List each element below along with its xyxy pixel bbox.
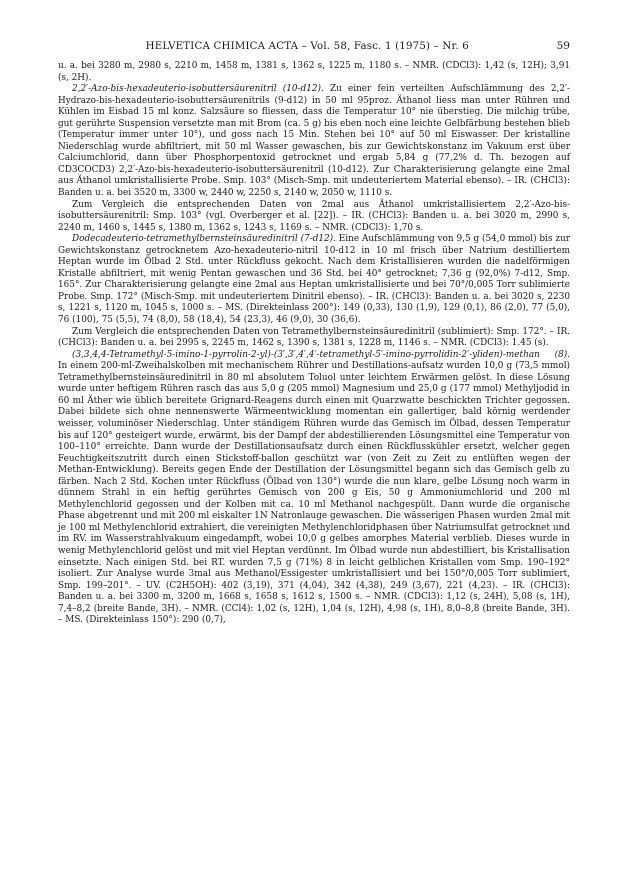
journal-title: HELVETICA CHIMICA ACTA – Vol. 58, Fasc. 1 (1975) – Nr. 6: [145, 41, 469, 52]
paragraph-text: Zum Vergleich die entsprechenden Daten von 2mal aus Äthanol umkristallisiertem 2,2′-Azo-bis-isobuttersäurenitril: Smp. 103° (vgl. Overberger et al. [22]). – IR. (CHCl3): Banden u. a. bei 3020 m, 2990 s, 2240 m, 1460 s, 1445 s, 1380 m, 1362 s, 1243 s, 1169 s. – NMR. (CDCl3): 1,70 s.: [58, 199, 570, 233]
section-heading: (3,3,4,4-Tetramethyl-5-imino-1-pyrrolin-2-yl)-(3′,3′,4′,4′-tetramethyl-5′-imino-pyrrolidin-2′-yliden)-methan (8).: [72, 349, 570, 360]
paragraph: [58, 234, 570, 326]
page-number: 59: [556, 40, 570, 52]
article-body: [58, 61, 570, 627]
paragraph: [58, 327, 570, 350]
paragraph: [58, 200, 570, 235]
paragraph: [58, 84, 570, 199]
paragraph: [58, 61, 570, 84]
journal-page: [58, 40, 570, 627]
paragraph-text: In einem 200-ml-Zweihalskolben mit mechanischem Rührer und Destillations-aufsatz wurden 10,0 g (73,5 mmol) Tetramethylbernsteinsäuredinitril in 80 ml absolutem Toluol unter leichtem Erwärmen gelöst. In diese Lösung wurde unter heftigem Rühren rasch das aus 5,0 g (205 mmol) Magnesium und 25,0 g (177 mmol) Methyljodid in 60 ml Äther wie üblich bereitete Grignard-Reagens durch einen mit Quarzwatte beschickten Trichter gegossen. Dabei bildete sich ohne nennenswerte Wärmeentwicklung momentan ein gallertiger, bald körnig werdender weisser, voluminöser Niederschlag. Unter ständigem Rühren wurde das Gemisch im Ölbad, dessen Temperatur bis auf 120° gesteigert wurde, erwärmt, bis der Dampf der abdestillierenden Lösungsmittel eine Temperatur von 100–110° erreichte. Dann wurde der Destillationsaufsatz durch einen Rückflusskühler ersetzt, welcher gegen Feuchtigkeitszutritt durch einen Stickstoff-ballon geschützt war (von Zeit zu Zeit zu entlüften wegen der Methan-Entwicklung). Bereits gegen Ende der Destillation der Lösungsmittel begann sich das Gemisch gelb zu färben. Nach 2 Std. Kochen unter Rückfluss (Ölbad von 130°) wurde die nun klare, gelbe Lösung noch warm in dünnem Strahl in ein heftig gerührtes Gemisch von 200 g Eis, 50 g Ammoniumchlorid und 200 ml Methylenchlorid gegossen und der Kolben mit ca. 10 ml Methanol nachgespült. Dann wurde die organische Phase abgetrennt und mit 200 ml eiskalter 1N Natronlauge gewaschen. Die wässerigen Phasen wurden 2mal mit je 100 ml Methylenchlorid extrahiert, die vereinigten Methylenchloridphasen über Natriumsulfat getrocknet und im RV. im Wasserstrahlvakuum eingedampft, wobei 10,0 g gelbes amorphes Material verblieb. Dieses wurde in wenig Methylenchlorid gelöst und mit viel Heptan verdünnt. Im Ölbad wurde nun abdestilliert, bis Kristallisation einsetzte. Nach einigen Std. bei RT. wurden 7,5 g (71%) 8 in leicht gelblichen Kristallen vom Smp. 190–192° isoliert. Zur Analyse wurde 3mal aus Methanol/Essigester umkristallisiert und bei 150°/0,005 Torr sublimiert, Smp. 199–201°. – UV. (C2H5OH): 402 (3,19), 371 (4,04), 342 (4,38), 249 (3,67), 221 (4,23). – IR. (CHCl3): Banden u. a. bei 3300 m, 3200 m, 1668 s, 1658 s, 1612 s, 1500 s. – NMR. (CDCl3): 1,12 (s, 24H), 5,08 (s, 1H), 7,4–8,2 (breite Bande, 3H). – NMR. (CCl4): 1,02 (s, 12H), 1,04 (s, 12H), 4,98 (s, 1H), 8,0–8,8 (breite Bande, 3H). – MS. (Direkteinlass 150°): 290 (0,7),: [58, 361, 570, 626]
paragraph-text: Zum Vergleich die entsprechenden Daten von Tetramethylbernsteinsäuredinitril (sublimiert): Smp. 172°. – IR. (CHCl3): Banden u. a. bei 2995 s, 2245 m, 1462 s, 1390 s, 1381 s, 1228 m, 1146 s. – NMR. (CDCl3): 1.45 (s).: [58, 326, 570, 349]
paragraph-text: Zu einer fein verteilten Aufschlämmung des 2,2′-Hydrazo-bis-hexadeuterio-isobuttersäurenitrils (9-d12) in 50 ml 95proz. Äthanol liess man unter Rühren und Kühlen im Eisbad 15 ml konz. Salzsäure so fliessen, dass die Temperatur 10° nie überstieg. Die milchig trübe, gut gerührte Suspension versetzte man mit Brom (ca. 5 g) bis eben noch eine leichte Gelbfärbung bestehen blieb (Temperatur immer unter 10°), und goss nach 15 Min. Stehen bei 10° auf 50 ml Eiswasser. Der kristalline Niederschlag wurde abfiltriert, mit 50 ml Wasser gewaschen, bis zur Gewichtskonstanz im Vakuum erst über Calciumchlorid, dann über Phosphorpentoxid getrocknet und ergab 5,84 g (77,2% d. Th. bezogen auf CD3COCD3) 2,2′-Azo-bis-hexadeuterio-isobuttersäurenitril (10-d12). Zur Charakterisierung gelangte eine 2mal aus Äthanol umkristallisierte Probe. Smp. 103° (Misch-Smp. mit undeuteriertem Material ebenso). – IR. (CHCl3): Banden u. a. bei 3520 m, 3300 w, 2440 w, 2250 s, 2140 w, 2050 w, 1110 s.: [58, 84, 570, 199]
section-heading: 2,2′-Azo-bis-hexadeuterio-isobuttersäurenitril (10-d12).: [72, 84, 324, 95]
paragraph: [58, 350, 570, 627]
paragraph-text: Eine Aufschlämmung von 9,5 g (54,0 mmol) bis zur Gewichtskonstanz getrocknetem Azo-hexadeuterio-nitril 10-d12 in 10 ml frisch über Natrium destilliertem Heptan wurde im Ölbad 2 Std. unter Rückfluss gekocht. Nach dem Kristallisieren wurden die nadelförmigen Kristalle abfiltriert, mit wenig Pentan gewaschen und 36 Std. bei 40° getrocknet; 7,36 g (92,0%) 7-d12, Smp. 165°. Zur Charakterisierung gelangte eine 2mal aus Heptan umkristallisierte und bei 70°/0,005 Torr sublimierte Probe. Smp. 172° (Misch-Smp. mit undeuteriertem Dinitril ebenso). – IR. (CHCl3): Banden u. a. bei 3020 s, 2230 s, 1221 s, 1120 m, 1045 s, 1000 s. – MS. (Direkteinlass 200°): 149 (0,33), 130 (1,9), 129 (0,1), 86 (2,0), 77 (5,0), 76 (100), 75 (5,5), 74 (8,0), 58 (18,4), 54 (23,3), 46 (9,0), 30 (36,6).: [58, 234, 570, 326]
running-header: [58, 40, 570, 52]
paragraph-text: u. a. bei 3280 m, 2980 s, 2210 m, 1458 m, 1381 s, 1362 s, 1225 m, 1180 s. – NMR. (CDCl3): 1,42 (s, 12H); 3,91 (s, 2H).: [58, 61, 570, 83]
section-heading: Dodecadeuterio-tetramethylbernsteinsäuredinitril (7-d12).: [72, 234, 336, 245]
